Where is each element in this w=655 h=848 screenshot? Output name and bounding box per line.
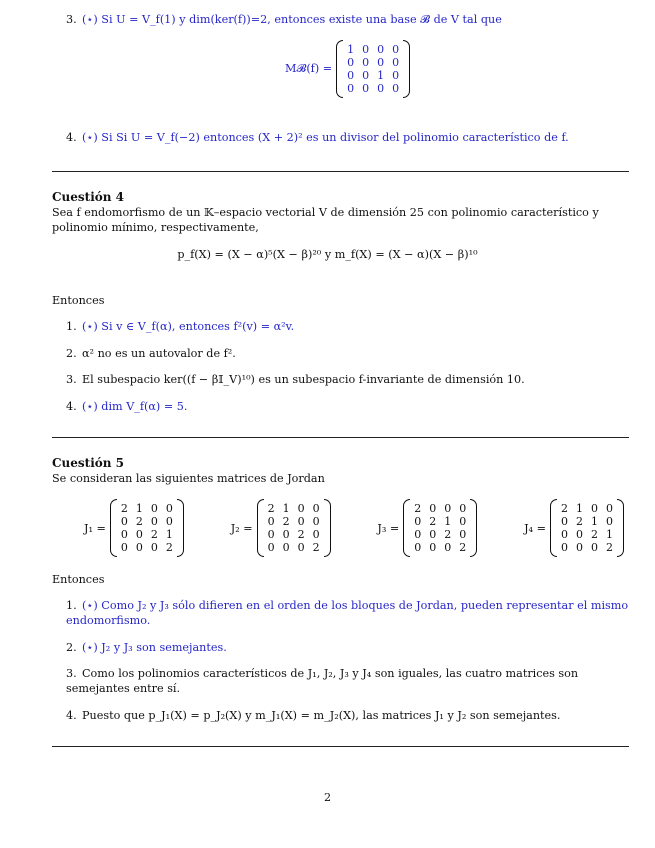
jordan-matrix-cell: 0 — [120, 528, 128, 541]
q3-matrix-cell: 0 — [362, 69, 370, 82]
jordan-matrix-cell: 0 — [459, 502, 467, 515]
q3-matrix-cell: 0 — [377, 56, 385, 69]
jordan-matrix-cell: 0 — [429, 502, 437, 515]
left-paren — [336, 40, 343, 98]
q4-then: Entonces — [52, 294, 105, 307]
jordan-matrix-row — [410, 502, 470, 515]
q3-item-4: 4. (⋆) Si Si U = V_f(−2) entonces (X + 2)² es un divisor del polinomio característico de f. — [66, 131, 569, 144]
jordan-matrix-cell: 0 — [414, 528, 422, 541]
jordan-matrix-cell: 2 — [267, 502, 275, 515]
q3-matrix-cell: 0 — [347, 82, 355, 95]
jordan-matrix-cell: 2 — [165, 541, 173, 554]
jordan-matrix-2 — [231, 499, 331, 557]
q4-item-4: 4. (⋆) dim V_f(α) = 5. — [66, 400, 188, 413]
left-paren — [257, 499, 264, 557]
jordan-matrix-cell: 0 — [575, 528, 583, 541]
jordan-matrix-cell: 2 — [297, 528, 305, 541]
jordan-matrix-table — [264, 502, 324, 554]
jordan-matrix-label: J₃ = — [377, 521, 400, 535]
q3-matrix-cell: 0 — [362, 56, 370, 69]
jordan-matrix-4 — [524, 499, 624, 557]
left-paren — [110, 499, 117, 557]
jordan-matrix-cell: 1 — [135, 502, 143, 515]
q3-matrix-cell: 1 — [377, 69, 385, 82]
q3-matrix-cell: 0 — [377, 43, 385, 56]
q5-item-1: 1. (⋆) Como J₂ y J₃ sólo difieren en el orden de los bloques de Jordan, pueden representar el mismo endomorfismo. — [66, 599, 629, 627]
jordan-matrix-cell: 0 — [297, 541, 305, 554]
q3-matrix-cell: 0 — [362, 82, 370, 95]
jordan-matrix-row — [264, 528, 324, 541]
jordan-matrix-cell: 0 — [267, 541, 275, 554]
q5-intro: Se consideran las siguientes matrices de Jordan — [52, 472, 325, 485]
jordan-matrix-cell: 2 — [282, 515, 290, 528]
jordan-matrix-cell: 2 — [312, 541, 320, 554]
jordan-matrix-cell: 0 — [312, 528, 320, 541]
right-paren — [324, 499, 331, 557]
jordan-matrix-cell: 2 — [590, 528, 598, 541]
jordan-matrix-cell: 0 — [459, 515, 467, 528]
jordan-matrix-cell: 0 — [444, 502, 452, 515]
q3-matrix-block — [285, 40, 410, 98]
jordan-matrix-cell: 2 — [150, 528, 158, 541]
q3-matrix-cell: 0 — [392, 82, 400, 95]
jordan-matrix-cell: 0 — [135, 541, 143, 554]
jordan-matrix-label: J₁ = — [84, 521, 106, 535]
jordan-matrix-cell: 2 — [135, 515, 143, 528]
right-paren — [617, 499, 624, 557]
jordan-matrix-cell: 0 — [135, 528, 143, 541]
jordan-matrix-cell: 1 — [575, 502, 583, 515]
right-paren — [177, 499, 184, 557]
jordan-matrix-cell: 1 — [282, 502, 290, 515]
jordan-matrix-row — [557, 502, 617, 515]
q4-title: Cuestión 4 — [52, 190, 125, 204]
jordan-matrix-table — [557, 502, 617, 554]
jordan-matrix-cell: 0 — [165, 515, 173, 528]
jordan-matrix-row — [557, 528, 617, 541]
left-paren — [550, 499, 557, 557]
jordan-matrix-cell: 0 — [312, 515, 320, 528]
q3-matrix-cell: 1 — [347, 43, 355, 56]
jordan-matrix-cell: 2 — [120, 502, 128, 515]
q5-then: Entonces — [52, 573, 105, 586]
jordan-matrix-cell: 0 — [267, 515, 275, 528]
jordan-matrix-row — [117, 502, 177, 515]
q3-matrix-cell: 0 — [362, 43, 370, 56]
jordan-matrix-label: J₄ = — [524, 521, 546, 535]
q5-item-4: 4. Puesto que p_J₁(X) = p_J₂(X) y m_J₁(X) = m_J₂(X), las matrices J₁ y J₂ son semejantes. — [66, 709, 561, 722]
q3-item-4-text: (⋆) Si Si U = V_f(−2) entonces (X + 2)² es un divisor del polinomio característico de f. — [82, 131, 569, 144]
jordan-matrix-cell: 0 — [605, 515, 613, 528]
jordan-matrix-row — [117, 528, 177, 541]
divider — [52, 171, 629, 172]
q3-item-3-text: (⋆) Si U = V_f(1) y dim(ker(f))=2, entonces existe una base 𝓑 de V tal que — [82, 13, 502, 26]
q3-item-3: 3. (⋆) Si U = V_f(1) y dim(ker(f))=2, entonces existe una base 𝓑 de V tal que — [66, 13, 502, 26]
jordan-matrix-cell: 0 — [120, 515, 128, 528]
jordan-matrix-cell: 0 — [590, 541, 598, 554]
jordan-matrix-cell: 0 — [312, 502, 320, 515]
jordan-matrix-cell: 0 — [560, 528, 568, 541]
jordan-matrix-cell: 1 — [605, 528, 613, 541]
jordan-matrix-cell: 0 — [297, 515, 305, 528]
q3-matrix-row — [343, 82, 403, 95]
jordan-matrix-cell: 2 — [414, 502, 422, 515]
q3-matrix-cell: 0 — [392, 69, 400, 82]
jordan-matrix-row — [117, 541, 177, 554]
jordan-matrix-cell: 0 — [429, 541, 437, 554]
q3-matrix-label: M𝓑(f) = — [285, 62, 333, 75]
jordan-matrix-cell: 0 — [297, 502, 305, 515]
q4-intro: Sea f endomorfismo de un 𝕂–espacio vectorial V de dimensión 25 con polinomio característico y polinomio mínimo, respectivamente, — [52, 206, 599, 234]
jordan-matrix-cell: 1 — [590, 515, 598, 528]
jordan-matrix-cell: 0 — [165, 502, 173, 515]
q5-item-3: 3. Como los polinomios característicos de J₁, J₂, J₃ y J₄ son iguales, las cuatro matrices son semejantes entre sí. — [66, 667, 579, 695]
divider — [52, 437, 629, 438]
q4-item-3: 3. El subespacio ker((f − β𝕀_V)¹⁰) es un subespacio f-invariante de dimensión 10. — [66, 373, 525, 386]
jordan-matrix-cell: 0 — [605, 502, 613, 515]
jordan-matrix-cell: 2 — [459, 541, 467, 554]
left-paren — [403, 499, 410, 557]
jordan-matrix-cell: 0 — [150, 541, 158, 554]
jordan-matrix-cell: 2 — [444, 528, 452, 541]
jordan-matrix-row — [410, 515, 470, 528]
jordan-matrix-row — [410, 528, 470, 541]
jordan-matrix-cell: 1 — [444, 515, 452, 528]
jordan-matrix-cell: 2 — [605, 541, 613, 554]
jordan-matrix-cell: 0 — [560, 541, 568, 554]
q3-matrix-row — [343, 56, 403, 69]
q4-equation: p_f(X) = (X − α)⁵(X − β)²⁰ y m_f(X) = (X − α)(X − β)¹⁰ — [177, 248, 478, 261]
q4-item-1: 1. (⋆) Si v ∈ V_f(α), entonces f²(v) = α²v. — [66, 320, 295, 333]
jordan-matrix-cell: 0 — [267, 528, 275, 541]
jordan-matrix-cell: 2 — [575, 515, 583, 528]
q4-item-2: 2. α² no es un autovalor de f². — [66, 347, 236, 360]
jordan-matrix-row — [557, 541, 617, 554]
jordan-matrix-cell: 0 — [120, 541, 128, 554]
jordan-matrix-row — [557, 515, 617, 528]
jordan-matrix-table — [410, 502, 470, 554]
jordan-matrix-row — [410, 541, 470, 554]
jordan-matrix-cell: 2 — [429, 515, 437, 528]
jordan-matrix-row — [264, 515, 324, 528]
q3-matrix-cell: 0 — [347, 69, 355, 82]
right-paren — [403, 40, 410, 98]
jordan-matrix-table — [117, 502, 177, 554]
jordan-matrix-cell: 0 — [282, 541, 290, 554]
jordan-matrix-row — [264, 541, 324, 554]
page-number: 2 — [323, 791, 332, 804]
jordan-matrix-cell: 0 — [459, 528, 467, 541]
jordan-matrix-cell: 0 — [429, 528, 437, 541]
jordan-matrix-cell: 1 — [165, 528, 173, 541]
q3-matrix-cell: 0 — [347, 56, 355, 69]
q3-matrix-row — [343, 69, 403, 82]
q3-matrix-cell: 0 — [392, 43, 400, 56]
divider — [52, 746, 629, 747]
jordan-matrix-cell: 0 — [414, 515, 422, 528]
jordan-matrices-row — [84, 499, 624, 557]
q5-item-2: 2. (⋆) J₂ y J₃ son semejantes. — [66, 641, 227, 654]
jordan-matrix-cell: 0 — [150, 515, 158, 528]
jordan-matrix-cell: 0 — [150, 502, 158, 515]
jordan-matrix-1 — [84, 499, 184, 557]
right-paren — [470, 499, 477, 557]
q3-matrix-cell: 0 — [392, 56, 400, 69]
jordan-matrix-cell: 0 — [590, 502, 598, 515]
q3-matrix — [343, 43, 403, 95]
q5-title: Cuestión 5 — [52, 456, 125, 470]
jordan-matrix-row — [117, 515, 177, 528]
jordan-matrix-row — [264, 502, 324, 515]
q3-matrix-row — [343, 43, 403, 56]
jordan-matrix-cell: 0 — [575, 541, 583, 554]
jordan-matrix-cell: 0 — [560, 515, 568, 528]
jordan-matrix-cell: 0 — [414, 541, 422, 554]
jordan-matrix-3 — [377, 499, 477, 557]
jordan-matrix-cell: 0 — [282, 528, 290, 541]
jordan-matrix-label: J₂ = — [230, 521, 253, 535]
q3-matrix-cell: 0 — [377, 82, 385, 95]
jordan-matrix-cell: 0 — [444, 541, 452, 554]
jordan-matrix-cell: 2 — [560, 502, 568, 515]
